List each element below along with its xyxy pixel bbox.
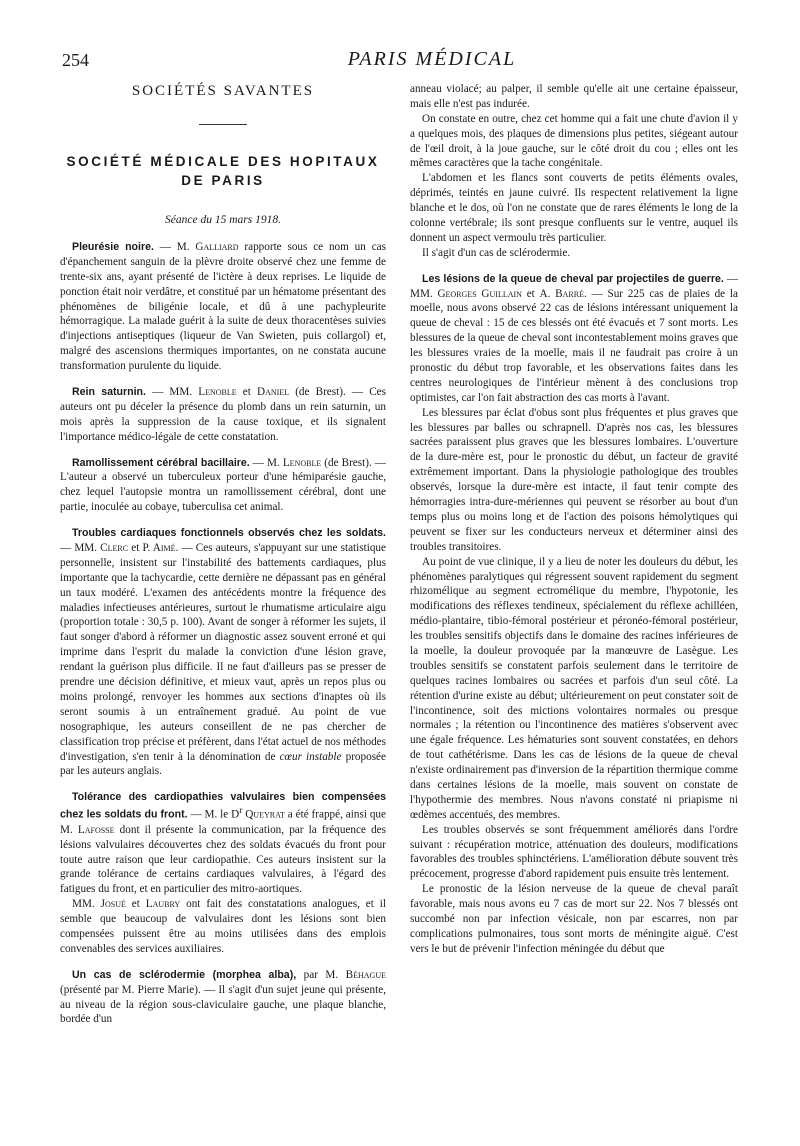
author: Béhague	[345, 968, 387, 981]
title-rule	[199, 124, 247, 125]
page-number: 254	[62, 50, 89, 70]
author: Queyrat	[242, 808, 285, 821]
page-header	[62, 48, 742, 72]
section-title: SOCIÉTÉS SAVANTES	[131, 83, 315, 99]
article-tolerance-p2: MM. Josué et Laubry ont fait des constatations analogues, et il semble que beaucoup de valvulaires dont les lésions sont bien compensées puissent être au moins utilisées dans des emplois convenables des services auxiliaires.	[60, 898, 386, 955]
article-tolerance: Tolérance des cardiopathies valvulaires bien compensées chez les soldats du front. — M. le $D^r$ Queyrat a été frappé, ainsi que M. Lafosse dont il présente la communication, par la fréquence des lésions valvulaires découvertes chez des soldats évacués du front pour toute autre raison que leur cardiopathie. Ces auteurs insistent sur la grande tolérance de certains cardiaques valvulaires, à l'égard des fatigues du front, et en particulier des mitro-aortiques.	[60, 791, 386, 896]
author: Lenoble	[282, 456, 322, 469]
article-queue-de-cheval: Les lésions de la queue de cheval par projectiles de guerre. — MM. Georges Guillain et A. Barré. — Sur 225 cas de plaies de la moelle, nous avons observé 22 cas de lésions intéressant uniquement la queue de cheval : 15 de ces blessés ont été évacués et 7 sont morts. Les blessures de la queue de cheval sont incontestablement moins graves que les blessures vraies de la moelle, mais il ne faudrait pas croire à un pronostic du début trop favorable, et les observations faites dans les centres neurologiques de l'intérieur mènent à des conclusions trop optimistes, car l'on fait abstraction des cas morts à l'avant.	[410, 272, 739, 404]
article-title: Ramollissement cérébral bacillaire.	[72, 456, 250, 469]
article-title: Pleurésie noire.	[72, 241, 154, 253]
author: Laubry	[145, 898, 181, 911]
seance-date: Séance du 15 mars 1918.	[165, 213, 281, 226]
author: Galliard	[195, 241, 239, 253]
article-title: Un cas de sclérodermie (morphea alba),	[72, 968, 297, 981]
paragraph: Il s'agit d'un cas de sclérodermie.	[422, 246, 571, 259]
article-pleuresie: Pleurésie noire. — M. Galliard rapporte sous ce nom un cas d'épanchement sanguin de la plèvre droite observé chez une femme de trente-six ans, ayant présenté de l'ictère à deux reprises. Le liquide de ponction était noir verdâtre, et constitué par un hématome présentant des phénomènes de biligénie locale, et dû à une pachypleurite hémorragique. La malade guérit à la suite de deux thoracentèses suivies d'injections antiseptiques (liqueur de Van Swieten, puis collargol) et, malgré des ascensions thermiques importantes, on ne constata aucune transformation purulente du liquide.	[60, 241, 386, 373]
author: A. Barré	[539, 287, 584, 300]
author: P. Aimé	[142, 542, 176, 555]
article-title: Troubles cardiaques fonctionnels observés chez les soldats.	[72, 527, 386, 540]
paragraph: Au point de vue clinique, il y a lieu de noter les douleurs du début, les phénomènes paralytiques qui régressent souvent rapidement du segment rhizomélique au segment ectromélique du membre, l'hypotonie, les modifications des réflexes tendineux, spécialement du réflexe achilléen, médio-plantaire, tibio-fémoral postérieur et péronéo-fémoral postérieur, les troubles sensitifs objectifs dans le domaine des racines inférieures de la moelle, la douleur provoquée par la manœuvre de Lasègue. Les troubles sensitifs se constatent parfois seulement dans le territoire de quelques racines lombaires ou sacrées et parfois d'un seul côté. La rétention d'urine existe au début; ultérieurement on peut constater soit de l'incontinence, soit des mictions volontaires normales ou presque normales ; la rétention ou l'incontinence des matières s'observent avec une égale fréquence. Les hématuries sont souvent constatées, en dehors de tout cathétérisme. Dans les cas de lésions de la queue de cheval n'existe ordinairement pas d'inversion de la répartition thermique comme dans certaines lésions de la moelle, mais souvent on constate de l'hypothermie des membres. Nous n'avons constaté ni priapisme ni œdèmes accentués, des membres.	[410, 555, 738, 821]
author: Georges Guillain	[437, 287, 522, 300]
article-title: Rein saturnin.	[72, 386, 146, 399]
paragraph: On constate en outre, chez cet homme qui a fait une chute d'avion il y a quelques mois, des plaques de dimensions plus petites, siégeant autour de l'œil droit, à la joue gauche, sur le côté droit du cou ; elles ont les mêmes caractères que la tache congénitale.	[410, 112, 738, 170]
paragraph: L'abdomen et les flancs sont couverts de petits éléments ovales, déprimés, teintés en jaune cuivré. Ils respectent relativement la ligne blanche et le dos, où l'on ne constate que de rares éléments le long de la colonne vertébrale; ils sont presque confluents sur le ventre, auquel ils donnent un aspect vermoulu très particulier.	[410, 172, 738, 244]
italic-term: cœur instable	[279, 750, 342, 763]
society-title: SOCIÉTÉ MÉDICALE DES HOPITAUX DE PARIS	[66, 153, 380, 188]
paragraph: Le pronostic de la lésion nerveuse de la queue de cheval paraît favorable, mais nous avons eu 7 cas de mort sur 22. Nos 7 blessés ont succombé non par infection vésicale, non par escarres, non par complications pulmonaires, tous sont morts de méningite aiguë. C'est vers le but de prévenir l'infection méningée du début que	[410, 883, 738, 955]
author: Josué	[100, 898, 126, 911]
paragraph: anneau violacé; au palper, il semble qu'elle ait une certaine épaisseur, mais elle n'est pas indurée.	[410, 83, 738, 110]
paragraph: Les troubles observés se sont fréquemment améliorés dans l'ordre suivant : récupération motrice, atténuation des douleurs, modifications favorables des troubles sphinctériens. L'amélioration débute souvent très précocement, progresse d'abord rapidement puis ensuite très lentement.	[410, 823, 738, 881]
right-column	[410, 82, 738, 957]
author: Lenoble	[198, 386, 237, 399]
author: Lafosse	[77, 823, 115, 836]
paragraph: Les blessures par éclat d'obus sont plus fréquentes et plus graves que les blessures par balles ou schrapnell. D'après nos cas, les blessures sacrées paraissent plus graves que les blessures lombaires. L'ouverture de la dure-mère est, pour le pronostic du début, un facteur de gravité extrêmement important. Dans la physiologie pathologique des troubles observés, lorsque la dure-mère est intacte, il faut tenir compte des hémorragies intra-dure-mériennes qui peuvent se résorber au bout d'un temps plus ou moins long et de l'action des poisons hémolytiques qui peuvent se fixer sur les conducteurs nerveux et déterminer ainsi des troubles transitoires.	[410, 406, 738, 553]
author: Clerc	[100, 542, 129, 555]
article-sclerodermie: Un cas de sclérodermie (morphea alba), par M. Béhague (présenté par M. Pierre Marie). — Il s'agit d'un sujet jeune qui présente, au niveau de la région sous-claviculaire gauche, une plaque blanche, bordée d'un	[60, 968, 387, 1026]
article-troubles-cardiaques: Troubles cardiaques fonctionnels observés chez les soldats. — MM. Clerc et P. Aimé. — Ces auteurs, s'appuyant sur une statistique personnelle, insistent sur l'instabilité des battements cardiaques, plus importante que la tachycardie, cette dernière ne dépassant pas en général un taux modéré. L'examen des antécédents montre la fréquence des maladies infectieuses antérieures, surtout le rhumatisme articulaire aigu (proportion totale : 30,5 p. 100). Avant de songer à réformer les sujets, il faut songer d'abord à réformer un diagnostic assez souvent erroné et qui imprime dans l'esprit du malade la conviction d'une lésion grave, rendant la guérison plus difficile. Il ne faut d'ailleurs pas se presser de prendre une décision définitive, et mieux vaut, après un repos plus ou moins prolongé, renvoyer les hommes aux sections d'inaptes où ils seront soumis à un entraînement gradué. Au point de vue nosographique, les auteurs conseillent de ne pas chercher de classification trop précise et préfèrent, dans l'état actuel de nos méthodes d'investigation, s'en tenir à la dénomination de cœur instable proposée par les auteurs anglais.	[60, 527, 386, 778]
article-rein-saturnin: Rein saturnin. — MM. Lenoble et Daniel (de Brest). — Ces auteurs ont pu déceler la présence du plomb dans un rein saturnin, un mois après la suppression de la cause toxique, et ils signalent l'importance médico-légale de cette constatation.	[60, 386, 386, 443]
journal-title: PARIS MÉDICAL	[347, 48, 517, 70]
author: Daniel	[256, 386, 290, 399]
left-column	[60, 80, 386, 1027]
article-title: Tolérance des cardiopathies valvulaires bien compensées chez les soldats du front.	[60, 791, 386, 821]
article-title: Les lésions de la queue de cheval par projectiles de guerre.	[422, 272, 724, 285]
article-ramollissement: Ramollissement cérébral bacillaire. — M. Lenoble (de Brest). — L'auteur a observé un tuberculeux porteur d'une hémiparésie gauche, chez lequel l'autopsie montra un ramollissement cérébral, dont une partie, inoculée au cobaye, tuberculisa cet animal.	[60, 456, 386, 514]
